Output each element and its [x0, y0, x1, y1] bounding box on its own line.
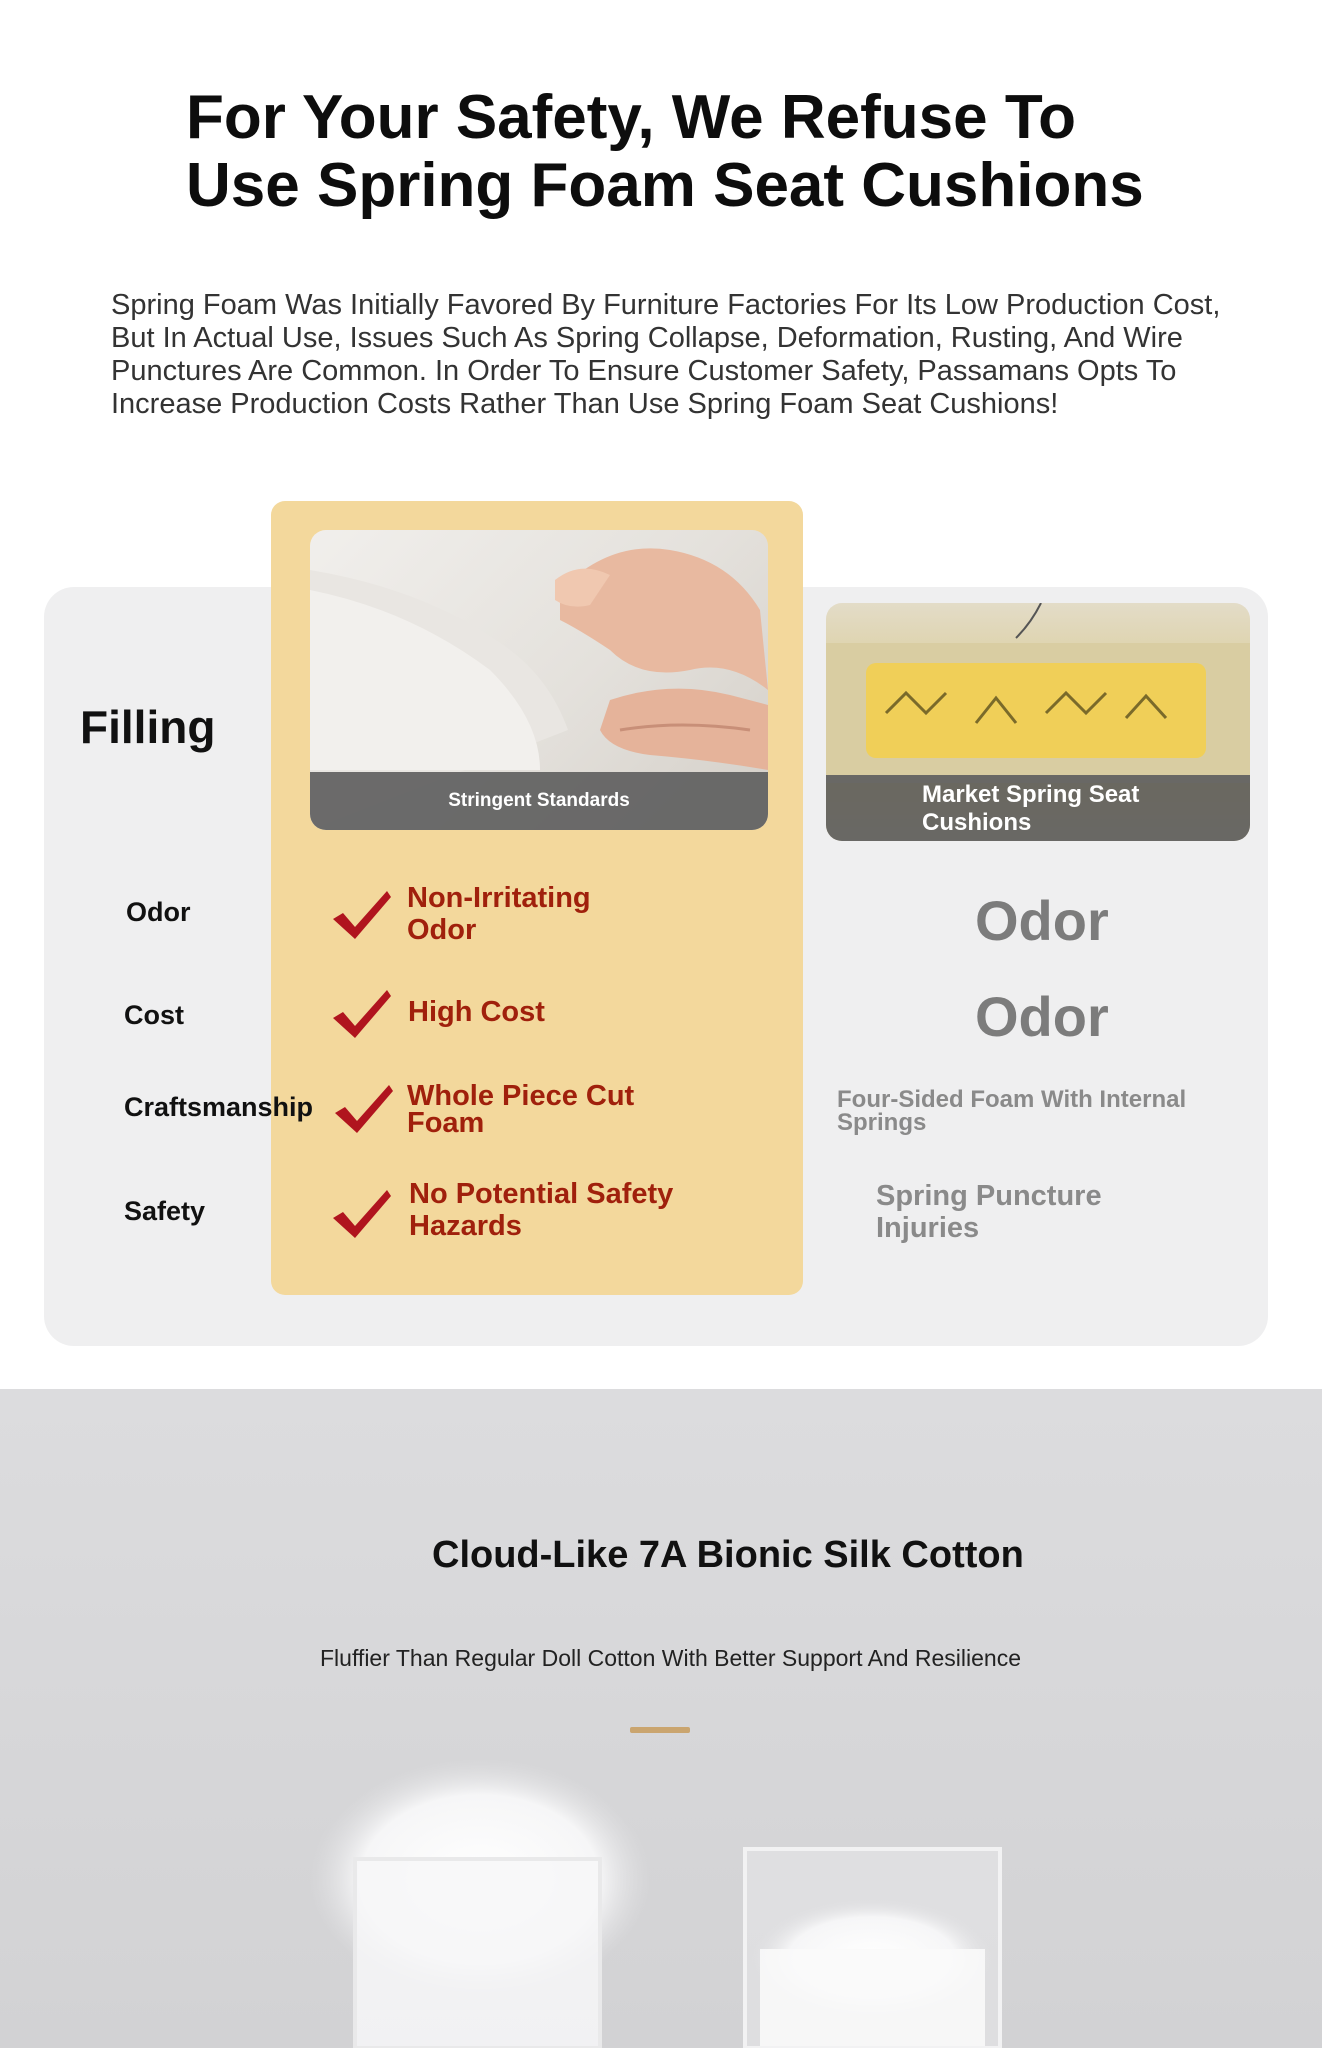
market-caption: Market Spring Seat Cushions [826, 775, 1250, 841]
cotton-subtitle: Fluffier Than Regular Doll Cotton With Better Support And Resilience [320, 1645, 1022, 1671]
page-title: For Your Safety, We Refuse To Use Spring Foam Seat Cushions [186, 83, 1144, 220]
cotton-glasses-image [0, 1749, 1322, 2048]
checkmark-icon [331, 889, 393, 941]
cotton-title: Cloud-Like 7A Bionic Silk Cotton [432, 1534, 1024, 1576]
ours-odor: Non-Irritating Odor [407, 882, 591, 946]
ours-cost: High Cost [408, 996, 545, 1028]
ours-safety: No Potential Safety Hazards [409, 1178, 674, 1242]
intro-paragraph: Spring Foam Was Initially Favored By Furniture Factories For Its Low Production Cost, But In Actual Use, Issues Such As Spring Collapse, Deformation, Rusting, And Wire Punctures Are Common. In Order To Ensure Customer Safety, Passamans Opts To Increase Production Costs Rather Than Use Spring Foam Seat Cushions! [111, 289, 1221, 420]
cotton-section [0, 1389, 1322, 2048]
foam-photo [310, 530, 768, 830]
row-label-craftsmanship: Craftsmanship [124, 1092, 314, 1122]
market-cost: Odor [975, 985, 1109, 1048]
market-odor: Odor [975, 889, 1109, 952]
checkmark-icon [331, 1188, 393, 1240]
market-safety: Spring Puncture Injuries [876, 1180, 1102, 1244]
checkmark-icon [333, 1083, 395, 1135]
filling-label: Filling [80, 701, 216, 753]
row-label-cost: Cost [124, 1000, 184, 1030]
row-label-odor: Odor [126, 897, 191, 927]
ours-craftsmanship: Whole Piece Cut Foam [407, 1080, 635, 1139]
ours-caption: Stringent Standards [310, 772, 768, 830]
spring-cushion-photo [826, 603, 1250, 841]
market-craftsmanship: Four-Sided Foam With Internal Springs [837, 1086, 1187, 1136]
divider [630, 1727, 690, 1733]
checkmark-icon [331, 988, 393, 1040]
row-label-safety: Safety [124, 1196, 206, 1226]
